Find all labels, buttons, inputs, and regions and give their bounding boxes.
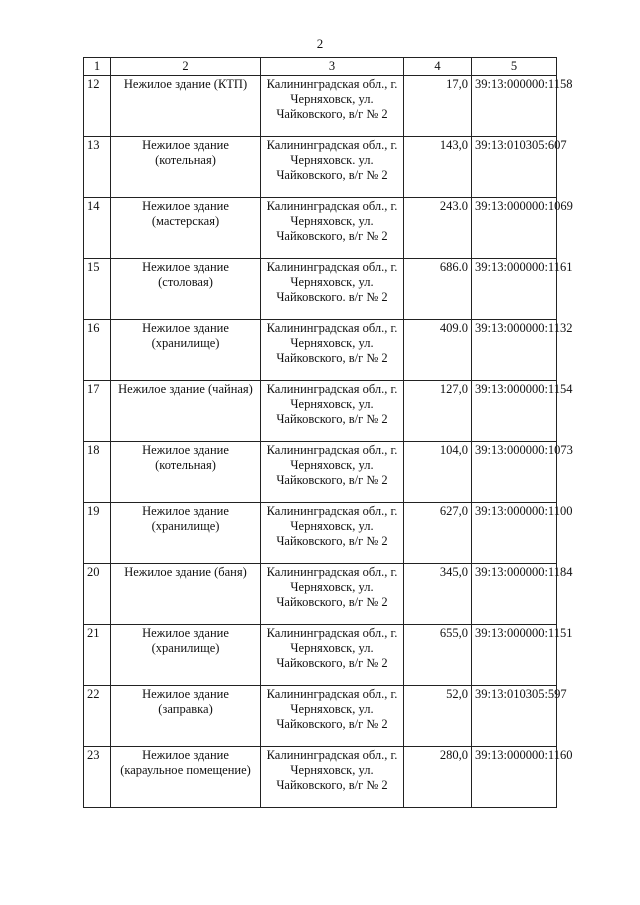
object-address: Калининградская обл., г. Черняховск, ул. Чайковского, в/г № 2 [261,76,404,137]
object-name: Нежилое здание (котельная) [111,137,261,198]
object-area: 409.0 [404,320,472,381]
cadastral-number: 39:13:000000:1154 [472,381,557,442]
property-table [83,57,573,808]
object-name: Нежилое здание (хранилище) [111,503,261,564]
column-header: 5 [472,58,557,76]
object-area: 127,0 [404,381,472,442]
table-row [84,625,557,686]
row-number: 12 [84,76,111,137]
object-area: 345,0 [404,564,472,625]
object-area: 686.0 [404,259,472,320]
table-row [84,76,557,137]
cadastral-number: 39:13:000000:1100 [472,503,557,564]
object-area: 280,0 [404,747,472,808]
cadastral-number: 39:13:010305:607 [472,137,557,198]
object-name: Нежилое здание (мастерская) [111,198,261,259]
object-address: Калининградская обл., г. Черняховск, ул. Чайковского, в/г № 2 [261,381,404,442]
table-row [84,503,557,564]
table-row [84,686,557,747]
object-name: Нежилое здание (заправка) [111,686,261,747]
table-row [84,198,557,259]
cadastral-number: 39:13:000000:1073 [472,442,557,503]
table-row [84,381,557,442]
object-name: Нежилое здание (хранилище) [111,625,261,686]
object-name: Нежилое здание (баня) [111,564,261,625]
object-name: Нежилое здание (хранилище) [111,320,261,381]
table-row [84,137,557,198]
object-address: Калининградская обл., г. Черняховск, ул. Чайковского, в/г № 2 [261,686,404,747]
object-address: Калининградская обл., г. Черняховск, ул. Чайковского, в/г № 2 [261,442,404,503]
cadastral-number: 39:13:000000:1132 [472,320,557,381]
table-row [84,320,557,381]
table-row [84,747,557,808]
row-number: 23 [84,747,111,808]
row-number: 14 [84,198,111,259]
object-name: Нежилое здание (столовая) [111,259,261,320]
object-address: Калининградская обл., г. Черняховск, ул. Чайковского, в/г № 2 [261,625,404,686]
column-header: 4 [404,58,472,76]
cadastral-number: 39:13:000000:1160 [472,747,557,808]
column-header: 2 [111,58,261,76]
column-header: 1 [84,58,111,76]
object-name: Нежилое здание (КТП) [111,76,261,137]
cadastral-number: 39:13:000000:1069 [472,198,557,259]
object-address: Калининградская обл., г. Черняховск, ул. Чайковского, в/г № 2 [261,747,404,808]
row-number: 22 [84,686,111,747]
object-address: Калининградская обл., г. Черняховск, ул. Чайковского, в/г № 2 [261,320,404,381]
cadastral-number: 39:13:000000:1151 [472,625,557,686]
cadastral-number: 39:13:010305:597 [472,686,557,747]
table-row [84,442,557,503]
object-name: Нежилое здание (котельная) [111,442,261,503]
object-address: Калининградская обл., г. Черняховск, ул. Чайковского, в/г № 2 [261,564,404,625]
object-address: Калининградская обл., г. Черняховск. ул. Чайковского, в/г № 2 [261,137,404,198]
cadastral-number: 39:13:000000:1161 [472,259,557,320]
row-number: 13 [84,137,111,198]
row-number: 16 [84,320,111,381]
table-header-row [84,58,557,76]
object-address: Калининградская обл., г. Черняховск, ул. Чайковского, в/г № 2 [261,198,404,259]
cadastral-number: 39:13:000000:1184 [472,564,557,625]
object-area: 627,0 [404,503,472,564]
object-address: Калининградская обл., г. Черняховск, ул. Чайковского. в/г № 2 [261,259,404,320]
object-address: Калининградская обл., г. Черняховск, ул. Чайковского, в/г № 2 [261,503,404,564]
row-number: 18 [84,442,111,503]
row-number: 19 [84,503,111,564]
row-number: 15 [84,259,111,320]
table-row [84,564,557,625]
row-number: 20 [84,564,111,625]
object-area: 655,0 [404,625,472,686]
object-area: 52,0 [404,686,472,747]
row-number: 17 [84,381,111,442]
object-name: Нежилое здание (караульное помещение) [111,747,261,808]
object-area: 243.0 [404,198,472,259]
object-area: 17,0 [404,76,472,137]
object-name: Нежилое здание (чайная) [111,381,261,442]
page-number: 2 [316,36,324,51]
object-area: 104,0 [404,442,472,503]
row-number: 21 [84,625,111,686]
table-row [84,259,557,320]
object-area: 143,0 [404,137,472,198]
column-header: 3 [261,58,404,76]
cadastral-number: 39:13:000000:1158 [472,76,557,137]
